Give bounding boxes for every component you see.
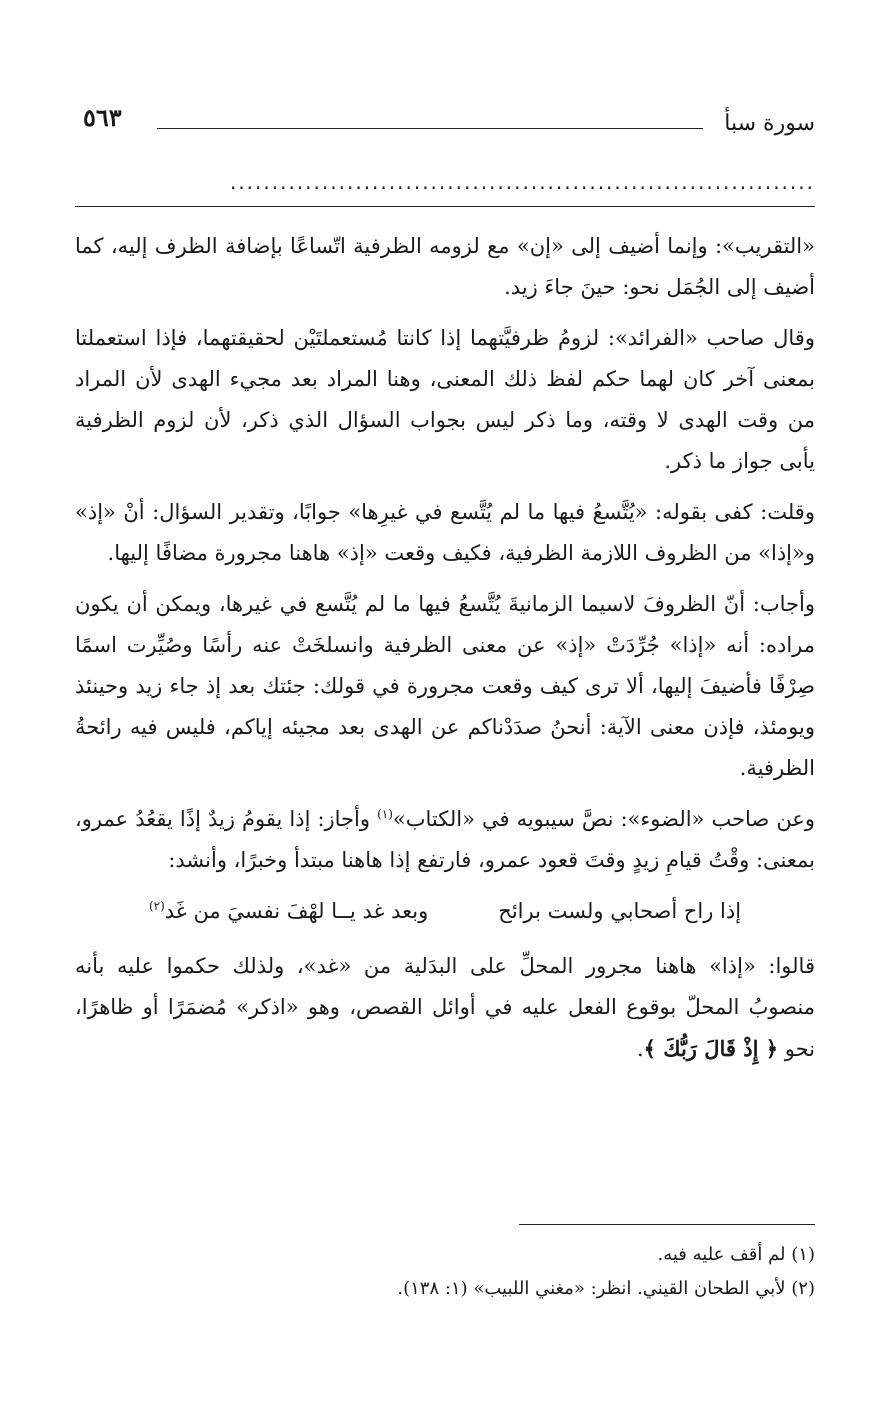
poem-right-hemistich: إذا راح أصحابي ولست برائح [498, 899, 742, 923]
header-rule [157, 128, 703, 129]
footnote: (٢) لأبي الطحان القيني. انظر: «مغني اللبيب» (١: ١٣٨). [397, 1278, 815, 1299]
surah-title: سورة سبأ [724, 111, 815, 136]
footnote: (١) لم أقف عليه فيه. [657, 1244, 815, 1265]
footnote-rule [519, 1224, 815, 1225]
poem-left-hemistich [149, 891, 428, 932]
hemistich-text: وبعد غد يــا لهْفَ نفسيَ من غَد [164, 899, 429, 923]
dotted-separator: ...................................................................... [229, 172, 815, 192]
paragraph-part: قالوا: «إذا» هاهنا مجرور المحلِّ على البدَلية من «غد»، ولذلك حكموا عليه بأنه منصوبُ المحلّ بوقوع الفعل عليه في أوائل القصص، وهو «اذكر» مُضمَرًا أو ظاهرًا، نحو [75, 954, 815, 1061]
quran-quote: ﴿ إِذْ قَالَ رَبُّكَ ﴾ [643, 1036, 779, 1061]
paragraph-end: . [636, 1037, 644, 1061]
running-header [75, 100, 815, 140]
paragraph: وأجاب: أنّ الظروفَ لاسيما الزمانيةَ يُتَّسعُ فيها ما لم يُتَّسع في غيرها، ويمكن أن يكون مراده: أنه «إذا» جُرِّدَتْ «إذ» عن معنى الظرفية وانسلخَتْ عنه رأسًا وصُيِّرت اسمًا صِرْفًا فأضيفَ إليها، ألا ترى كيف وقعت مجرورة في قولك: جئتك بعد إذ جاء زيد وحينئذ ويومئذ، فإذن معنى الآية: أنحنُ صدَدْناكم عن الهدى بعد مجيئه إياكم، فليس فيه رائحةُ الظرفية. [75, 592, 815, 780]
poetry-verse [75, 891, 815, 932]
top-rule [75, 206, 815, 207]
paragraph-part: وعن صاحب «الضوء»: نصَّ سيبويه في «الكتاب» [392, 807, 815, 831]
main-text [75, 226, 815, 1080]
page-number: ٥٦٣ [83, 103, 122, 132]
paragraph-part: وأجاز: إذا يقومُ زيدٌ إذًا يقعُدُ عمرو، بمعنى: وقْتُ قيامِ زيدٍ وقتَ قعود عمرو، فارتفع إذا هاهنا مبتدأ وخبرًا، وأنشد: [75, 807, 815, 872]
paragraph: «التقريب»: وإنما أضيف إلى «إن» مع لزومه الظرفية اتّساعًا بإضافة الظرف إليه، كما أضيف إلى الجُمَل نحو: حينَ جاءَ زيد. [75, 234, 815, 299]
footnote-mark: (٢) [148, 899, 165, 913]
paragraph-with-note [75, 799, 815, 881]
footnotes [75, 1238, 815, 1306]
footnote-mark: (١) [377, 807, 393, 821]
paragraph: وقلت: كفى بقوله: «يُتَّسعُ فيها ما لم يُتَّسع في غيرِها» جوابًا، وتقدير السؤال: أنْ «إذ» و«إذا» من الظروف اللازمة الظرفية، فكيف وقعت «إذ» هاهنا مجرورة مضافًا إليها. [75, 500, 815, 565]
paragraph: وقال صاحب «الفرائد»: لزومُ ظرفيَّتهما إذا كانتا مُستعملتَيْن لحقيقتهما، فإذا استعملتا بمعنى آخر كان لهما حكم لفظ ذلك المعنى، وهنا المراد بعد مجيء الهدى لأن المراد من وقت الهدى لا وقته، وما ذكر ليس بجواب السؤال الذي ذكر، لأن لزوم الظرفية يأبى جواز ما ذكر. [75, 326, 815, 473]
closing-paragraph [75, 946, 815, 1070]
